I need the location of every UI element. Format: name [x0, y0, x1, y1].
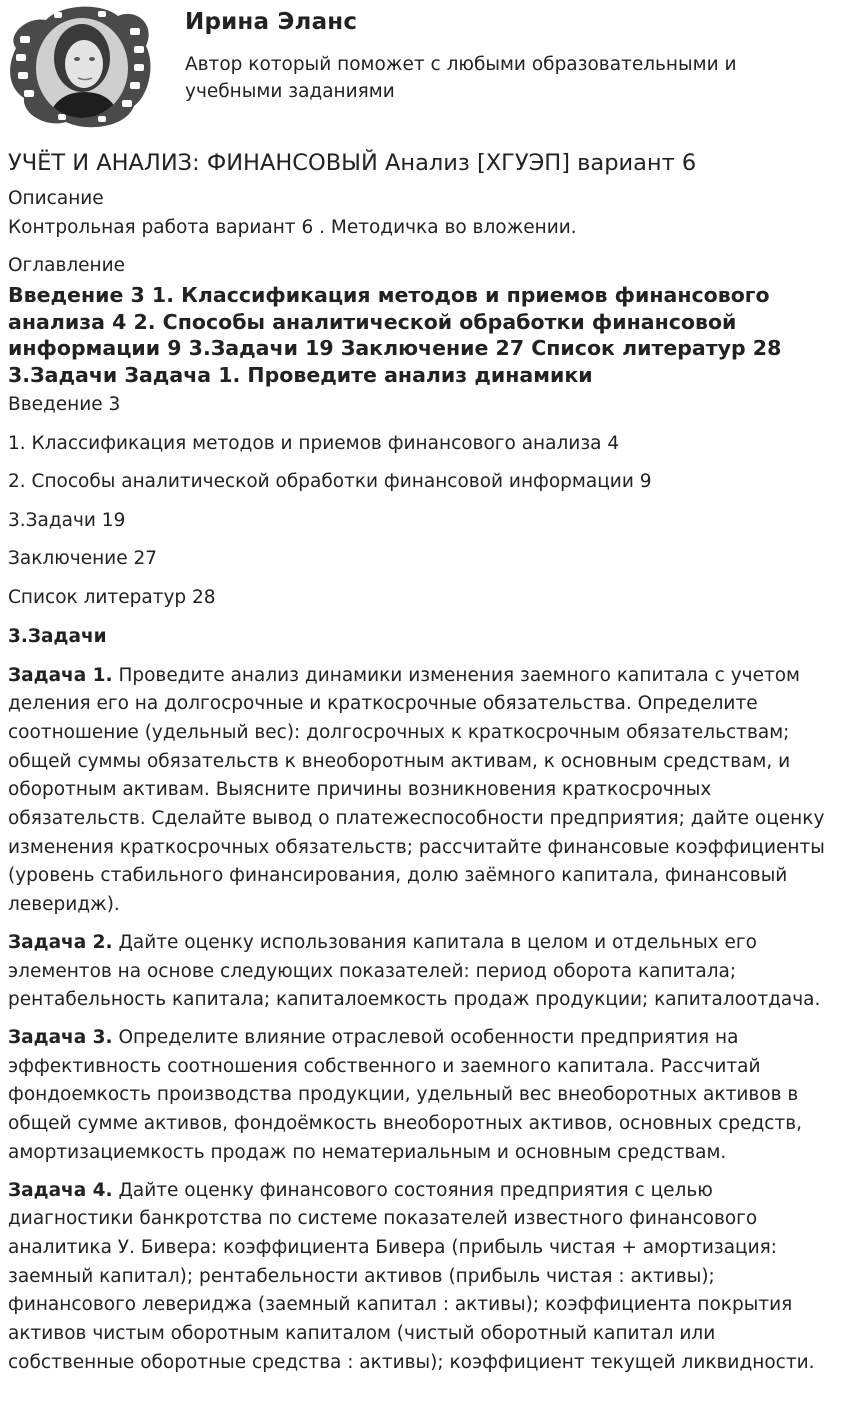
toc-item-chapter-1: 1. Классификация методов и приемов финансового анализа 4 — [8, 432, 620, 454]
author-header — [0, 0, 847, 140]
task-text: Дайте оценку использования капитала в целом и отдельных его элементов на основе следующих показателей: период оборота капитала; рентабельность капитала; капиталоемкость продаж продукции; капиталоотдача. — [8, 931, 821, 1011]
author-bio: Автор который поможет с любыми образовательными и учебными заданиями — [185, 54, 737, 102]
author-avatar[interactable] — [6, 6, 152, 128]
main-content — [8, 146, 842, 1386]
task-text: Определите влияние отраслевой особенности предприятия на эффективность соотношения собственного и заемного капитала. Рассчитай фондоемкость производства продукции, удельный вес внеоборотных активов в общей сумме активов, фондоёмкость внеоборотных активов, основных средств, амортизациемкость продаж по нематериальным и основным средствам. — [8, 1027, 802, 1163]
author-name[interactable]: Ирина Эланс — [185, 9, 358, 35]
toc-item-introduction: Введение 3 — [8, 394, 121, 415]
task-text: Дайте оценку финансового состояния предприятия с целью диагностики банкротства по системе показателей известного финансового аналитика У. Бивера: коэффициента Бивера (прибыль чистая + амортизация: заемный капитал); рентабельности активов (прибыль чистая : активы); финансового левериджа (заемный капитал : активы); коэффициента покрытия активов чистым оборотным капиталом (чистый оборотный капитал или собственные оборотные средства : активы); коэффициент текущей ликвидности. — [8, 1179, 815, 1373]
task-label: Задача 3. — [8, 1027, 113, 1048]
task-text: Проведите анализ динамики изменения заемного капитала с учетом деления его на долгосрочные и краткосрочные обязательства. Определите соотношение (удельный вес): долгосрочных к краткосрочным обязательствам; общей суммы обязательств к внеоборотным активам, к основным средствам, и оборотным активам. Выясните причины возникновения краткосрочных обязательств. Сделайте вывод о платежеспособности предприятия; дайте оценку изменения краткосрочных обязательств; рассчитайте финансовые коэффициенты (уровень стабильного финансирования, долю заёмного капитала, финансовый леверидж). — [8, 664, 825, 916]
page-title: УЧЁТ И АНАЛИЗ: ФИНАНСОВЫЙ Анализ [ХГУЭП] вариант 6 — [8, 150, 697, 176]
toc-summary: Введение 3 1. Классификация методов и приемов финансового анализа 4 2. Способы аналитической обработки финансовой информации 9 3.Задачи 19 Заключение 27 Список литератур 28 3.Задачи Задача 1. Проведите анализ динамики — [8, 283, 782, 387]
toc-item-tasks: 3.Задачи 19 — [8, 509, 126, 531]
toc-item-chapter-2: 2. Способы аналитической обработки финансовой информации 9 — [8, 471, 652, 493]
task-label: Задача 4. — [8, 1179, 113, 1201]
description-text: Контрольная работа вариант 6 . Методичка во вложении. — [8, 217, 577, 238]
toc-item-conclusion: Заключение 27 — [8, 548, 158, 570]
task-2 — [8, 929, 842, 1015]
description-label: Описание — [8, 188, 104, 209]
toc-item-references: Список литератур 28 — [8, 586, 216, 608]
task-4 — [8, 1177, 842, 1378]
task-1 — [8, 662, 842, 920]
toc-list — [8, 392, 842, 624]
task-label: Задача 1. — [8, 664, 113, 686]
toc-label: Оглавление — [8, 255, 126, 276]
tasks-heading: 3.Задачи — [8, 625, 107, 647]
task-label: Задача 2. — [8, 931, 113, 953]
task-3 — [8, 1024, 842, 1168]
